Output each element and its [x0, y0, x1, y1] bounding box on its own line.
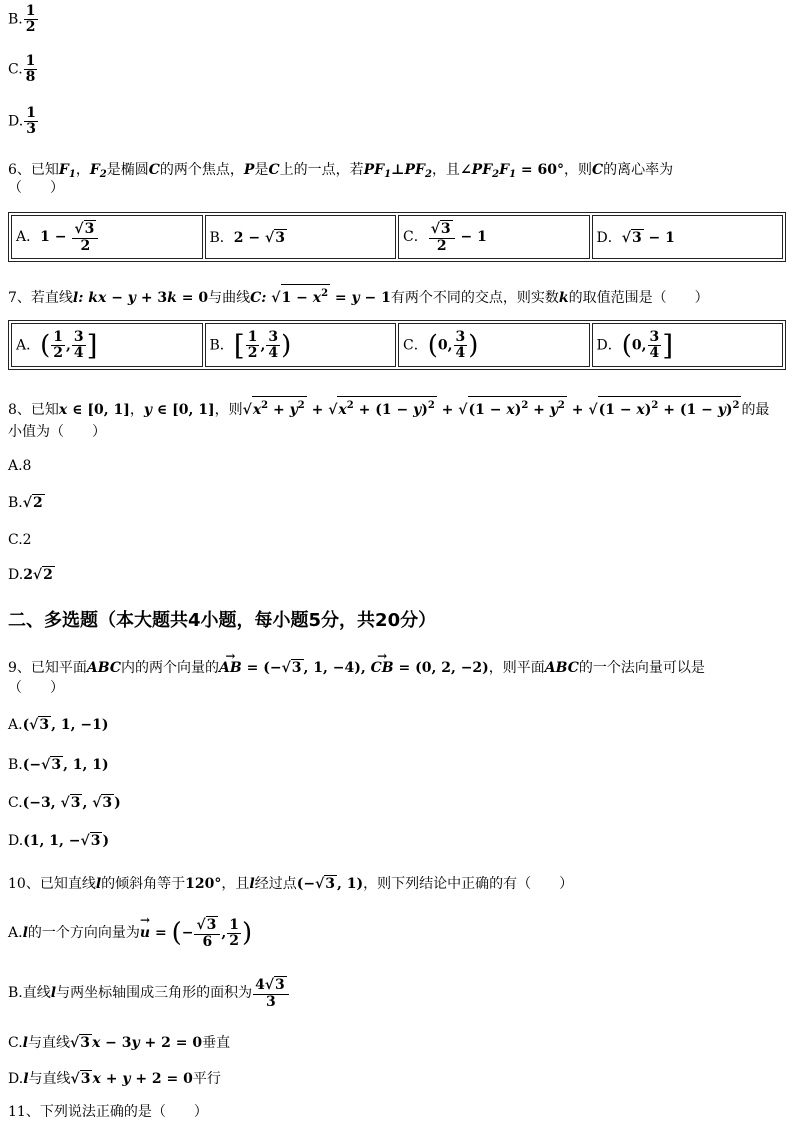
q10-option-b[interactable]: B.直线l与两坐标轴围成三角形的面积为 $\frac{4√3}{3}$: [8, 976, 290, 1010]
q10-option-a[interactable]: A.l的一个方向向量为→ u = (− $\frac{√3}{6}$ , $\frac{1}{2}$ ): [8, 916, 252, 950]
q6-option-d[interactable]: D．√3 − 1: [592, 215, 784, 259]
q7-stem: 7、若直线l: kx − y + 3k = 0与曲线C: $√1 - x^2 = y - 1$有两个不同的交点，则实数k的取值范围是（ ）: [8, 284, 786, 308]
q7-option-a[interactable]: A．( $\frac{1}{2}$ , $\frac{3}{4}$ ]: [11, 323, 203, 367]
q9-blank: （ ）: [8, 680, 64, 696]
q11-stem: 11、下列说法正确的是（ ）: [8, 1104, 208, 1120]
section-heading: 二、多选题（本大题共4小题，每小题5分，共20分）: [8, 610, 437, 631]
q6-option-c[interactable]: C． $\frac{√3}{2}$ − 1: [398, 215, 590, 259]
q9-option-c[interactable]: C.(−3, √3 , √3 ): [8, 795, 121, 811]
q6-option-a[interactable]: A．1 − $\frac{√3}{2}$: [11, 215, 203, 259]
q8-option-c[interactable]: C.2: [8, 532, 32, 548]
q8-option-a[interactable]: A.8: [8, 458, 32, 474]
q7-options-table: [8, 320, 786, 370]
q8-stem: 8、已知x ∈ [0, 1]，y ∈ [0, 1]，则$√x^2 + y^2 + √x^2 + (1 - y)^2 + √(1 - x)^2 + y^2 + √(1 - x)^2 + (1 - y)^2$ 的最: [8, 396, 786, 420]
q9-option-d[interactable]: D.(1, 1, −√3 ): [8, 833, 110, 849]
q6-blank: （ ）: [8, 180, 64, 196]
prev-option-d: D. $\frac{1}{3}$: [8, 105, 36, 137]
q9-option-a[interactable]: A.(√3 , 1, −1): [8, 717, 109, 733]
q7-option-b[interactable]: B．[ $\frac{1}{2}$ , $\frac{3}{4}$ ): [205, 323, 397, 367]
q7-option-d[interactable]: D．(0, $\frac{3}{4}$ ]: [592, 323, 784, 367]
prev-option-c: C. $\frac{1}{8}$: [8, 53, 36, 85]
q10-stem: 10、已知直线l的倾斜角等于120°，且l经过点(−√3 , 1)，则下列结论中正确的有（ ）: [8, 876, 574, 892]
q9-option-b[interactable]: B.(−√3 , 1, 1): [8, 757, 109, 773]
q9-stem: 9、已知平面ABC内的两个向量的→ AB = (−√3 , 1, −4), → CB = (0, 2, −2)，则平面ABC的一个法向量可以是: [8, 658, 786, 678]
q6-options-table: [8, 212, 786, 262]
prev-option-b: B. $\frac{1}{2}$: [8, 3, 36, 35]
q7-option-c[interactable]: C．(0, $\frac{3}{4}$ ): [398, 323, 590, 367]
q6-stem: 6、已知$F_1$，$F_2$是椭圆C的两个焦点，P是C上的一点，若$PF_1\perp PF_2$，且$\angle PF_2F_1 = 60^\circ$，则C的离心率为: [8, 162, 674, 180]
q8-option-b[interactable]: B.√2: [8, 495, 43, 511]
q10-option-d[interactable]: D.l与直线√3 x + y + 2 = 0平行: [8, 1071, 221, 1087]
q10-option-c[interactable]: C.l与直线√3 x − 3y + 2 = 0垂直: [8, 1035, 231, 1051]
q8-stem-cont: 小值为（ ）: [8, 424, 106, 440]
q6-option-b[interactable]: B．2 − √3: [205, 215, 397, 259]
q8-option-d[interactable]: D.2√2: [8, 567, 53, 583]
